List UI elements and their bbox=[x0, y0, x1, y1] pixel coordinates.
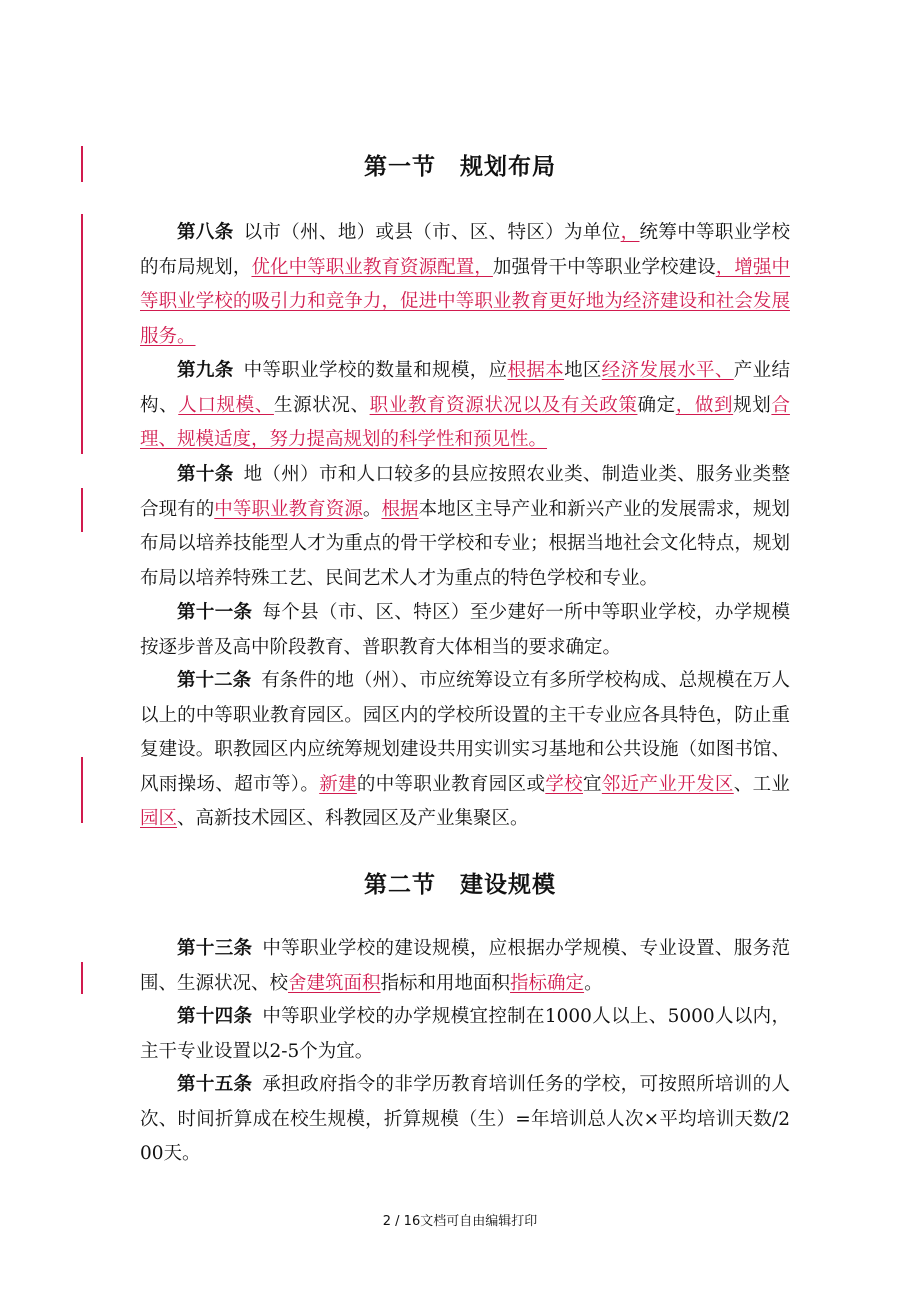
article-13: 第十三条 中等职业学校的建设规模，应根据办学规模、专业设置、服务范围、生源状况、校舍建筑面积指标和用地面积指标确定。 bbox=[140, 938, 790, 994]
article-9: 第九条 中等职业学校的数量和规模，应根据本地区经济发展水平、产业结构、人口规模、生源状况、职业教育资源状况以及有关政策确定，做到规划合理、规模适度，努力提高规划的科学性和预见性。 bbox=[140, 360, 790, 451]
article-label: 第九条 bbox=[177, 360, 234, 381]
article-label: 第十三条 bbox=[177, 938, 253, 959]
article-label: 第十二条 bbox=[177, 670, 252, 691]
change-bar bbox=[81, 962, 83, 994]
article-label: 第十一条 bbox=[177, 602, 253, 623]
article-10: 第十条 地（州）市和人口较多的县应按照农业类、制造业类、服务业类整合现有的中等职业教育资源。根据本地区主导产业和新兴产业的发展需求，规划布局以培养技能型人才为重点的骨干学校和专业；根据当地社会文化特点，规划布局以培养特殊工艺、民间艺术人才为重点的特色学校和专业。 bbox=[140, 464, 790, 589]
change-bar bbox=[81, 214, 83, 454]
article-11: 第十一条 每个县（市、区、特区）至少建好一所中等职业学校，办学规模按逐步普及高中阶段教育、普职教育大体相当的要求确定。 bbox=[140, 602, 790, 658]
article-label: 第十四条 bbox=[177, 1006, 253, 1027]
article-12: 第十二条 有条件的地（州）、市应统筹设立有多所学校构成、总规模在万人以上的中等职业教育园区。园区内的学校所设置的主干专业应各具特色，防止重复建设。职教园区内应统筹规划建设共用实训实习基地和公共设施（如图书馆、风雨操场、超市等）。新建的中等职业教育园区或学校宜邻近产业开发区、工业园区、高新技术园区、科教园区及产业集聚区。 bbox=[140, 670, 790, 830]
article-15: 第十五条 承担政府指令的非学历教育培训任务的学校，可按照所培训的人次、时间折算成在校生规模，折算规模（生）=年培训总人次×平均培训天数/200天。 bbox=[140, 1074, 790, 1165]
article-8: 第八条 以市（州、地）或县（市、区、特区）为单位，统筹中等职业学校的布局规划，优化中等职业教育资源配置，加强骨干中等职业学校建设，增强中等职业学校的吸引力和竞争力，促进中等职业教育更好地为经济建设和社会发展服务。 bbox=[140, 222, 790, 347]
article-label: 第十条 bbox=[177, 464, 234, 485]
page-footer: 2 / 16文档可自由编辑打印 bbox=[382, 1214, 538, 1229]
article-label: 第八条 bbox=[177, 222, 234, 243]
article-14: 第十四条 中等职业学校的办学规模宜控制在1000人以上、5000人以内，主干专业设置以2-5个为宜。 bbox=[140, 1006, 790, 1062]
change-bar bbox=[81, 757, 83, 823]
section-heading-1: 第一节 规划布局 bbox=[364, 154, 556, 180]
section-heading-2: 第二节 建设规模 bbox=[364, 872, 556, 898]
article-label: 第十五条 bbox=[177, 1074, 253, 1095]
change-bar bbox=[81, 488, 83, 532]
